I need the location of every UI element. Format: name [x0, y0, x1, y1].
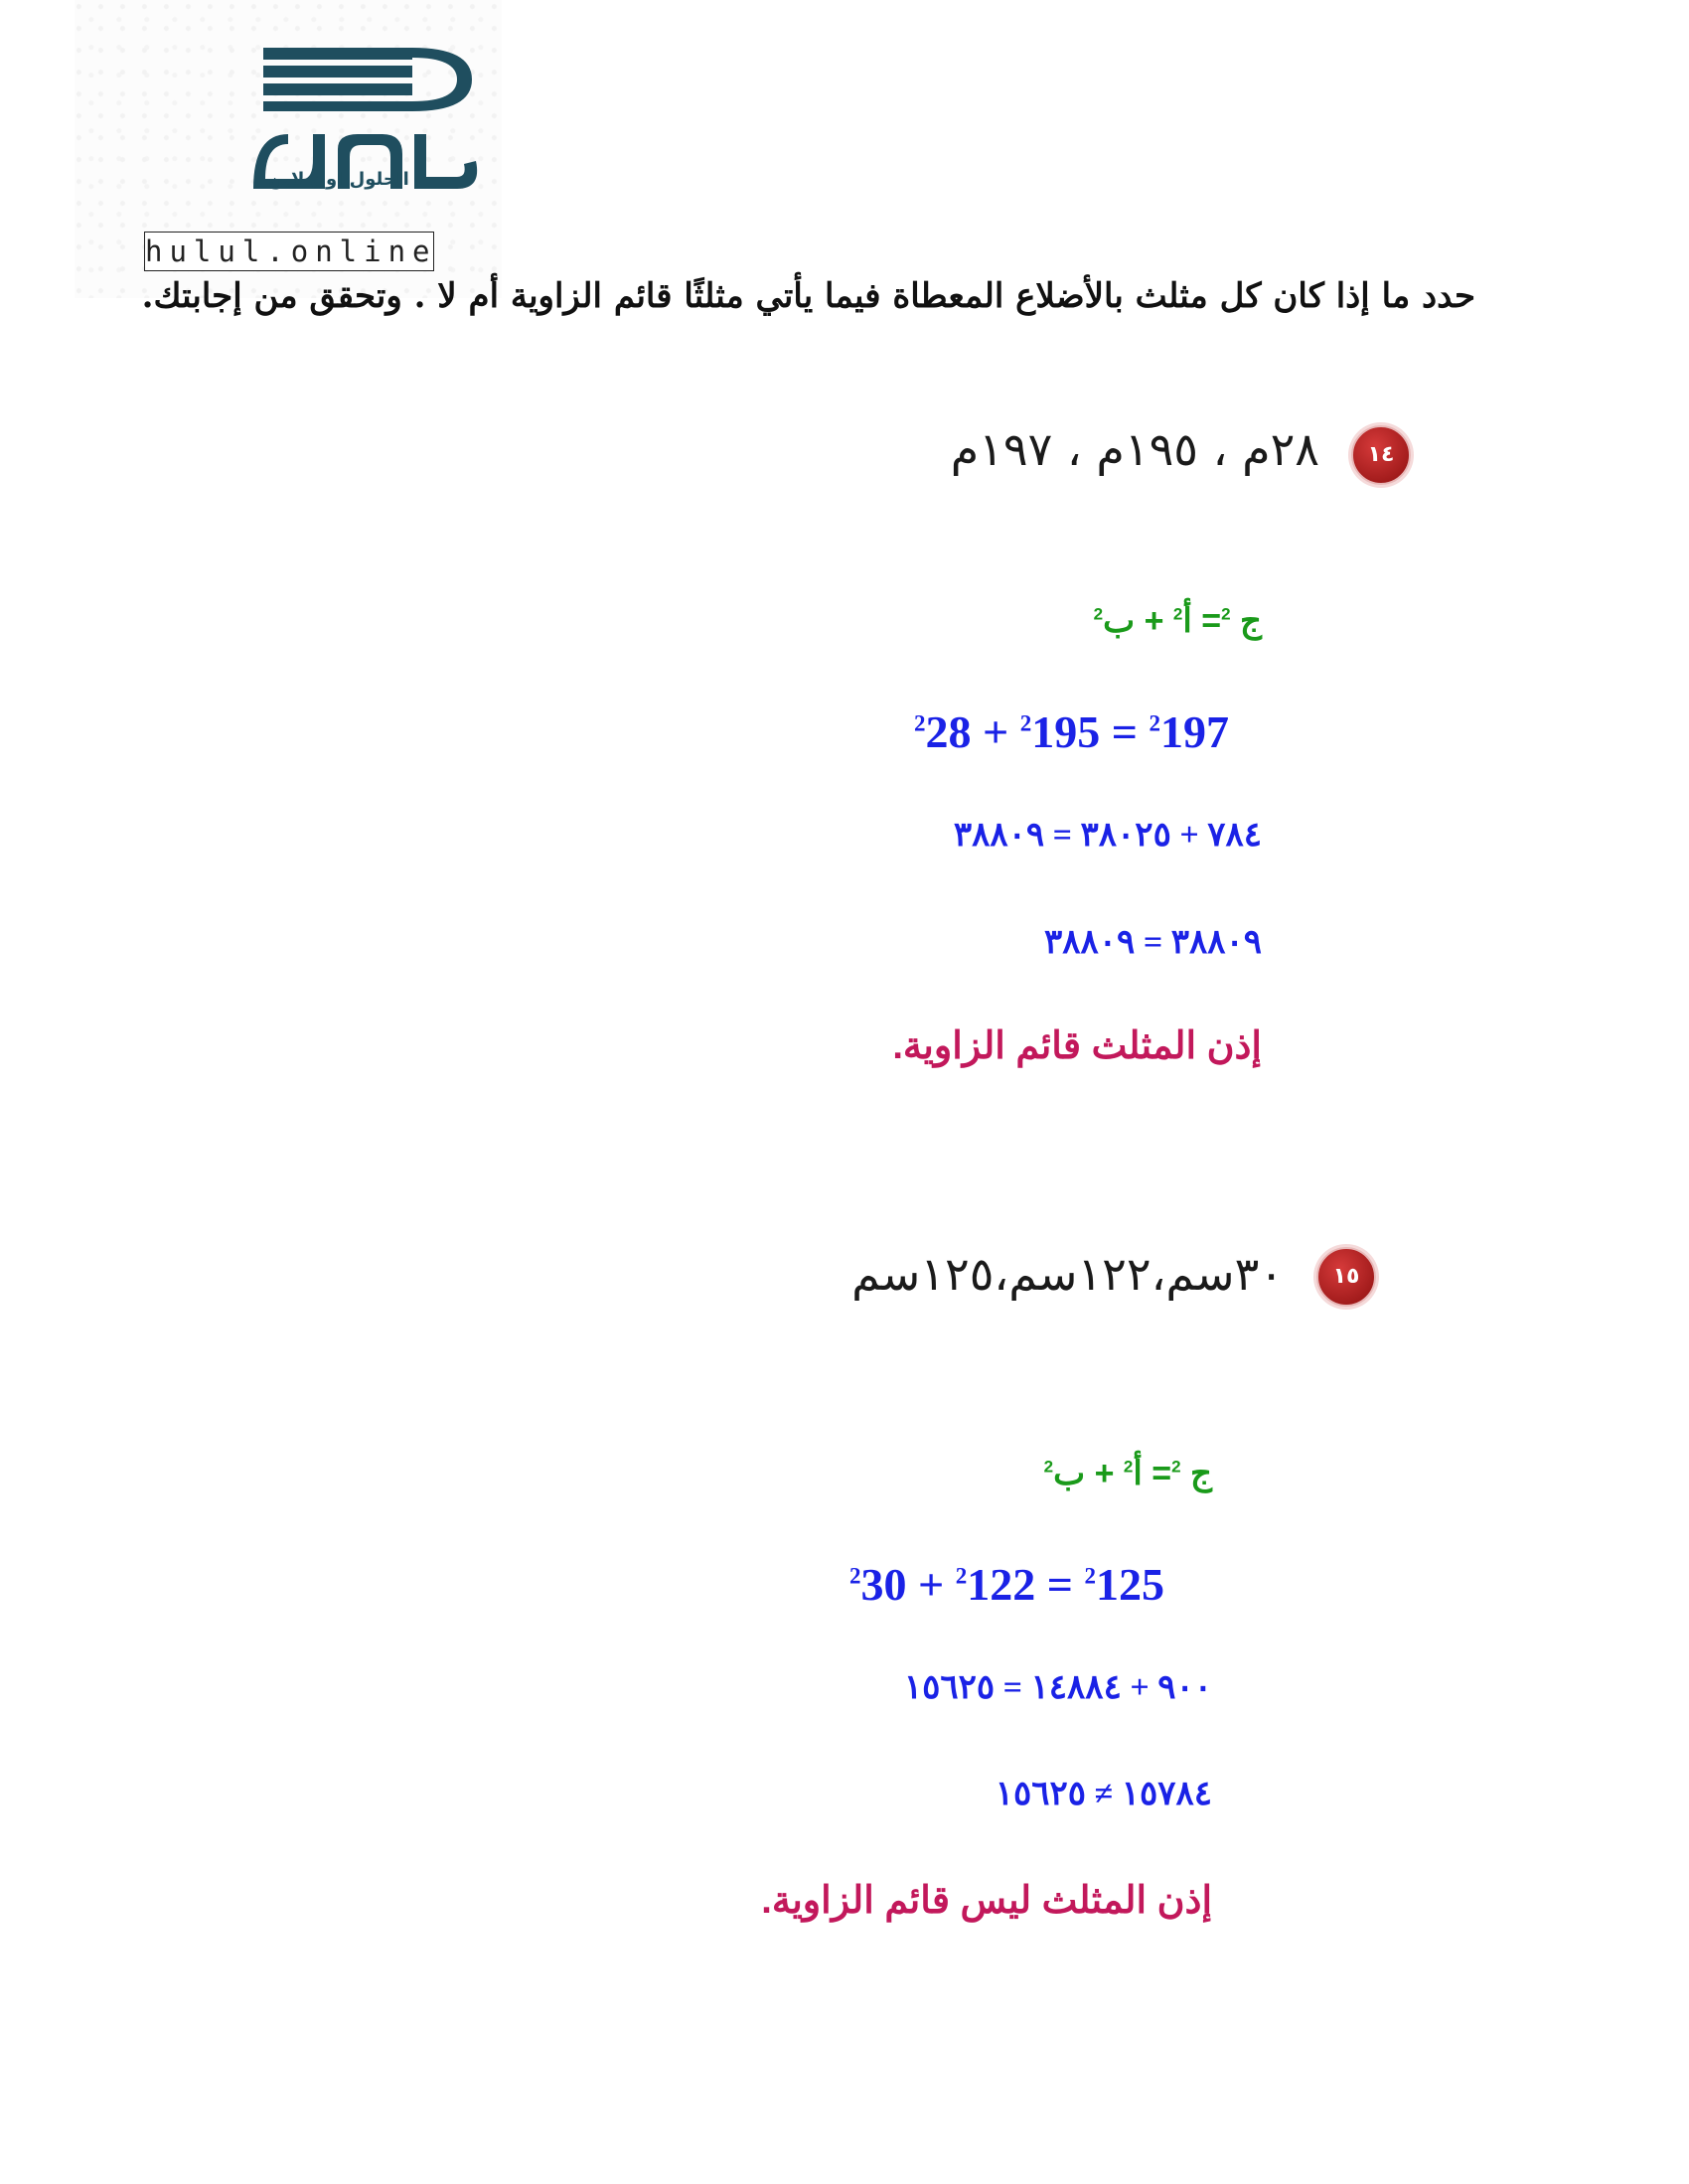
expanded-equation: ٩٠٠ + ١٤٨٨٤ = ١٥٦٢٥	[903, 1669, 1212, 1706]
problem-number-badge: ١٤	[1351, 425, 1411, 485]
conclusion-text: إذن المثلث ليس قائم الزاوية.	[761, 1880, 1212, 1922]
logo-domain: hulul.online	[144, 232, 434, 271]
logo-subtitle: الحلول اون لاين	[268, 169, 409, 190]
squared-equation: $^2$30 + $^2$122 = $^2$125	[849, 1559, 1164, 1610]
conclusion-text: إذن المثلث قائم الزاوية.	[892, 1025, 1262, 1067]
expanded-equation: ٧٨٤ + ٣٨٠٢٥ = ٣٨٨٠٩	[953, 817, 1262, 854]
logo-area	[75, 0, 502, 298]
result-equation: ١٥٧٨٤ ≠ ١٥٦٢٥	[995, 1776, 1212, 1812]
problem-sides: ٢٨م ، ١٩٥م ، ١٩٧م	[950, 422, 1319, 476]
squared-equation: $^2$28 + $^2$195 = $^2$197	[914, 706, 1229, 757]
pythagorean-formula: ج $^2$= أ$^2$ + ب$^2$	[1093, 602, 1262, 640]
result-equation: ٣٨٨٠٩ = ٣٨٨٠٩	[1044, 924, 1262, 961]
problem-number-badge: ١٥	[1316, 1247, 1376, 1307]
instruction-text: حدد ما إذا كان كل مثلث بالأضلاع المعطاة فيما يأتي مثلثًا قائم الزاوية أم لا . وتحقق من إجابتك.	[141, 276, 1475, 316]
problem-sides: ٣٠سم،١٢٢سم،١٢٥سم	[851, 1247, 1284, 1301]
pythagorean-formula: ج $^2$= أ$^2$ + ب$^2$	[1043, 1455, 1212, 1492]
